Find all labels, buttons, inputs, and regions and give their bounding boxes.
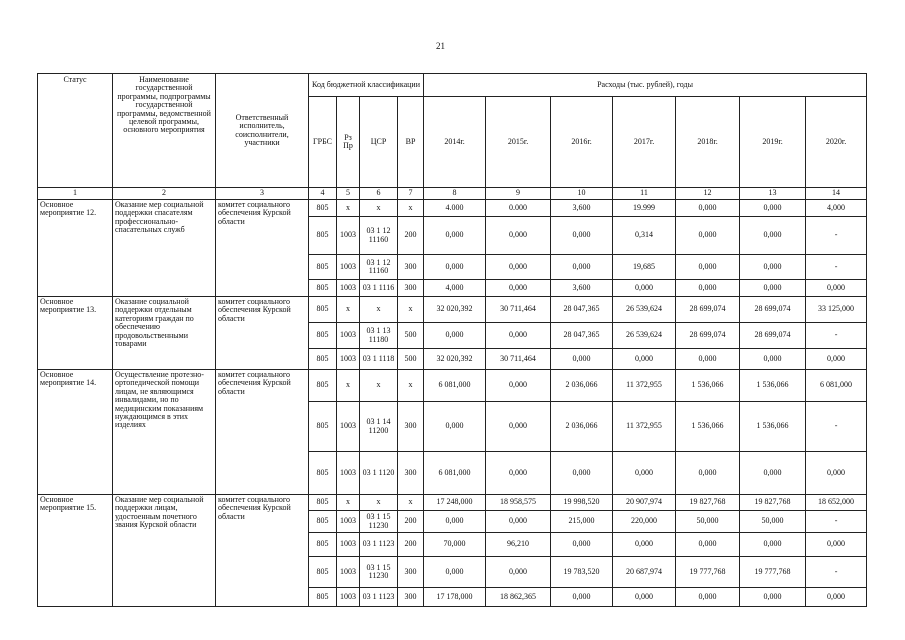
value-cell-2017: 19.999 bbox=[613, 200, 676, 217]
value-cell-2019: 0,000 bbox=[740, 255, 806, 280]
vr-cell: 500 bbox=[398, 349, 424, 370]
csr-cell: 03 1 12 11160 bbox=[360, 217, 398, 255]
value-cell-2014: 0,000 bbox=[424, 402, 486, 452]
value-cell-2019: 0,000 bbox=[740, 349, 806, 370]
column-number: 6 bbox=[360, 188, 398, 200]
value-cell-2019: 0,000 bbox=[740, 280, 806, 297]
header-row-top bbox=[38, 74, 867, 97]
value-cell-2019: 1 536,066 bbox=[740, 370, 806, 402]
value-cell-2020: 0,000 bbox=[806, 452, 867, 495]
rzpr-cell: 1003 bbox=[337, 588, 360, 607]
value-cell-2017: 0,000 bbox=[613, 533, 676, 557]
value-cell-2018: 0,000 bbox=[676, 200, 740, 217]
value-cell-2018: 19 827,768 bbox=[676, 495, 740, 511]
value-cell-2020: - bbox=[806, 402, 867, 452]
value-cell-2020: 0,000 bbox=[806, 533, 867, 557]
vr-cell: 300 bbox=[398, 255, 424, 280]
rzpr-cell: 1003 bbox=[337, 217, 360, 255]
value-cell-2016: 19 998,520 bbox=[551, 495, 613, 511]
value-cell-2019: 19 827,768 bbox=[740, 495, 806, 511]
column-number: 8 bbox=[424, 188, 486, 200]
value-cell-2017: 11 372,955 bbox=[613, 402, 676, 452]
csr-cell: 03 1 12 11160 bbox=[360, 255, 398, 280]
page-number: 21 bbox=[436, 41, 445, 51]
value-cell-2017: 0,000 bbox=[613, 349, 676, 370]
value-cell-2017: 19,685 bbox=[613, 255, 676, 280]
value-cell-2016: 3,600 bbox=[551, 280, 613, 297]
value-cell-2014: 4.000 bbox=[424, 200, 486, 217]
value-cell-2018: 28 699,074 bbox=[676, 323, 740, 349]
budget-table bbox=[37, 73, 867, 607]
rzpr-cell: 1003 bbox=[337, 402, 360, 452]
value-cell-2018: 0,000 bbox=[676, 533, 740, 557]
header-year-2020: 2020г. bbox=[806, 97, 867, 188]
grbs-cell: 805 bbox=[309, 495, 337, 511]
value-cell-2015: 0,000 bbox=[486, 452, 551, 495]
vr-cell: x bbox=[398, 495, 424, 511]
vr-cell: 200 bbox=[398, 511, 424, 533]
value-cell-2019: 0,000 bbox=[740, 588, 806, 607]
grbs-cell: 805 bbox=[309, 349, 337, 370]
column-number: 10 bbox=[551, 188, 613, 200]
header-name: Наименование государственной программы, подпрограммы государственной программы, ведомственной целевой программы, основного мероприятия bbox=[113, 74, 216, 188]
rzpr-cell: 1003 bbox=[337, 255, 360, 280]
value-cell-2020: 0,000 bbox=[806, 280, 867, 297]
value-cell-2015: 0,000 bbox=[486, 217, 551, 255]
value-cell-2014: 4,000 bbox=[424, 280, 486, 297]
value-cell-2018: 50,000 bbox=[676, 511, 740, 533]
value-cell-2015: 0,000 bbox=[486, 511, 551, 533]
value-cell-2014: 70,000 bbox=[424, 533, 486, 557]
grbs-cell: 805 bbox=[309, 402, 337, 452]
value-cell-2018: 1 536,066 bbox=[676, 402, 740, 452]
value-cell-2016: 2 036,066 bbox=[551, 370, 613, 402]
vr-cell: 300 bbox=[398, 588, 424, 607]
grbs-cell: 805 bbox=[309, 323, 337, 349]
csr-cell: 03 1 13 11180 bbox=[360, 323, 398, 349]
csr-cell: x bbox=[360, 297, 398, 323]
status-cell: Основное мероприятие 14. bbox=[38, 370, 113, 495]
value-cell-2018: 1 536,066 bbox=[676, 370, 740, 402]
header-status: Статус bbox=[38, 74, 113, 188]
measure-name-cell: Осуществление протезно-ортопедической помощи лицам, не являющимся инвалидами, но по медицинским показаниям нуждающимся в этих изделиях bbox=[113, 370, 216, 495]
grbs-cell: 805 bbox=[309, 588, 337, 607]
value-cell-2014: 0,000 bbox=[424, 217, 486, 255]
vr-cell: 300 bbox=[398, 280, 424, 297]
rzpr-cell: x bbox=[337, 370, 360, 402]
grbs-cell: 805 bbox=[309, 280, 337, 297]
value-cell-2019: 0,000 bbox=[740, 217, 806, 255]
measure-name-cell: Оказание социальной поддержки отдельным категориям граждан по обеспечению продовольственными товарами bbox=[113, 297, 216, 370]
value-cell-2019: 19 777,768 bbox=[740, 557, 806, 588]
value-cell-2014: 0,000 bbox=[424, 255, 486, 280]
value-cell-2015: 96,210 bbox=[486, 533, 551, 557]
vr-cell: x bbox=[398, 297, 424, 323]
value-cell-2018: 0,000 bbox=[676, 588, 740, 607]
value-cell-2020: 4,000 bbox=[806, 200, 867, 217]
header-vr: ВР bbox=[398, 97, 424, 188]
rzpr-cell: 1003 bbox=[337, 557, 360, 588]
column-number: 2 bbox=[113, 188, 216, 200]
header-year-2017: 2017г. bbox=[613, 97, 676, 188]
value-cell-2019: 0,000 bbox=[740, 533, 806, 557]
rzpr-cell: 1003 bbox=[337, 452, 360, 495]
csr-cell: 03 1 1120 bbox=[360, 452, 398, 495]
value-cell-2018: 0,000 bbox=[676, 452, 740, 495]
value-cell-2016: 2 036,066 bbox=[551, 402, 613, 452]
value-cell-2015: 0,000 bbox=[486, 370, 551, 402]
value-cell-2015: 30 711,464 bbox=[486, 297, 551, 323]
value-cell-2015: 0.000 bbox=[486, 200, 551, 217]
csr-cell: 03 1 1116 bbox=[360, 280, 398, 297]
vr-cell: 500 bbox=[398, 323, 424, 349]
value-cell-2016: 0,000 bbox=[551, 349, 613, 370]
column-number: 13 bbox=[740, 188, 806, 200]
csr-cell: 03 1 15 11230 bbox=[360, 511, 398, 533]
value-cell-2019: 0,000 bbox=[740, 452, 806, 495]
value-cell-2016: 28 047,365 bbox=[551, 297, 613, 323]
rzpr-cell: x bbox=[337, 297, 360, 323]
rzpr-cell: 1003 bbox=[337, 511, 360, 533]
status-cell: Основное мероприятие 15. bbox=[38, 495, 113, 607]
value-cell-2017: 20 687,974 bbox=[613, 557, 676, 588]
responsible-cell: комитет социального обеспечения Курской области bbox=[216, 370, 309, 495]
vr-cell: x bbox=[398, 200, 424, 217]
value-cell-2015: 18 958,575 bbox=[486, 495, 551, 511]
vr-cell: 300 bbox=[398, 402, 424, 452]
value-cell-2014: 0,000 bbox=[424, 323, 486, 349]
grbs-cell: 805 bbox=[309, 452, 337, 495]
value-cell-2018: 0,000 bbox=[676, 349, 740, 370]
header-rzpr: Рз Пр bbox=[337, 97, 360, 188]
value-cell-2015: 0,000 bbox=[486, 557, 551, 588]
value-cell-2016: 28 047,365 bbox=[551, 323, 613, 349]
value-cell-2015: 0,000 bbox=[486, 255, 551, 280]
value-cell-2020: 0,000 bbox=[806, 349, 867, 370]
table-row bbox=[38, 495, 867, 511]
value-cell-2019: 50,000 bbox=[740, 511, 806, 533]
column-number: 12 bbox=[676, 188, 740, 200]
csr-cell: 03 1 14 11200 bbox=[360, 402, 398, 452]
csr-cell: 03 1 1123 bbox=[360, 533, 398, 557]
rzpr-cell: 1003 bbox=[337, 533, 360, 557]
header-year-2016: 2016г. bbox=[551, 97, 613, 188]
status-cell: Основное мероприятие 12. bbox=[38, 200, 113, 297]
rzpr-cell: x bbox=[337, 200, 360, 217]
rzpr-cell: 1003 bbox=[337, 280, 360, 297]
grbs-cell: 805 bbox=[309, 255, 337, 280]
value-cell-2014: 0,000 bbox=[424, 557, 486, 588]
value-cell-2016: 0,000 bbox=[551, 217, 613, 255]
value-cell-2020: 0,000 bbox=[806, 588, 867, 607]
value-cell-2019: 1 536,066 bbox=[740, 402, 806, 452]
value-cell-2016: 215,000 bbox=[551, 511, 613, 533]
header-budget-code: Код бюджетной классификации bbox=[309, 74, 424, 97]
column-number: 1 bbox=[38, 188, 113, 200]
value-cell-2014: 32 020,392 bbox=[424, 297, 486, 323]
grbs-cell: 805 bbox=[309, 557, 337, 588]
value-cell-2016: 0,000 bbox=[551, 452, 613, 495]
value-cell-2018: 28 699,074 bbox=[676, 297, 740, 323]
column-number-row bbox=[38, 188, 867, 200]
measure-name-cell: Оказание мер социальной поддержки лицам, удостоенным почетного звания Курской области bbox=[113, 495, 216, 607]
header-responsible: Ответственный исполнитель, соисполнители, участники bbox=[216, 74, 309, 188]
value-cell-2019: 28 699,074 bbox=[740, 323, 806, 349]
grbs-cell: 805 bbox=[309, 217, 337, 255]
value-cell-2017: 0,000 bbox=[613, 280, 676, 297]
value-cell-2017: 0,314 bbox=[613, 217, 676, 255]
value-cell-2016: 0,000 bbox=[551, 255, 613, 280]
value-cell-2018: 0,000 bbox=[676, 255, 740, 280]
header-year-2015: 2015г. bbox=[486, 97, 551, 188]
csr-cell: x bbox=[360, 370, 398, 402]
grbs-cell: 805 bbox=[309, 511, 337, 533]
value-cell-2015: 0,000 bbox=[486, 280, 551, 297]
column-number: 4 bbox=[309, 188, 337, 200]
grbs-cell: 805 bbox=[309, 370, 337, 402]
value-cell-2019: 28 699,074 bbox=[740, 297, 806, 323]
value-cell-2018: 19 777,768 bbox=[676, 557, 740, 588]
value-cell-2018: 0,000 bbox=[676, 217, 740, 255]
table-row bbox=[38, 370, 867, 402]
value-cell-2015: 30 711,464 bbox=[486, 349, 551, 370]
rzpr-cell: 1003 bbox=[337, 349, 360, 370]
value-cell-2018: 0,000 bbox=[676, 280, 740, 297]
value-cell-2014: 6 081,000 bbox=[424, 370, 486, 402]
column-number: 11 bbox=[613, 188, 676, 200]
value-cell-2014: 17 248,000 bbox=[424, 495, 486, 511]
header-grbs: ГРБС bbox=[309, 97, 337, 188]
column-number: 14 bbox=[806, 188, 867, 200]
value-cell-2020: - bbox=[806, 511, 867, 533]
value-cell-2020: - bbox=[806, 557, 867, 588]
value-cell-2014: 32 020,392 bbox=[424, 349, 486, 370]
value-cell-2017: 26 539,624 bbox=[613, 297, 676, 323]
csr-cell: 03 1 1123 bbox=[360, 588, 398, 607]
value-cell-2016: 0,000 bbox=[551, 588, 613, 607]
header-csr: ЦСР bbox=[360, 97, 398, 188]
header-expenses: Расходы (тыс. рублей), годы bbox=[424, 74, 867, 97]
grbs-cell: 805 bbox=[309, 200, 337, 217]
column-number: 3 bbox=[216, 188, 309, 200]
value-cell-2020: - bbox=[806, 323, 867, 349]
table-body bbox=[38, 200, 867, 607]
value-cell-2017: 11 372,955 bbox=[613, 370, 676, 402]
status-cell: Основное мероприятие 13. bbox=[38, 297, 113, 370]
value-cell-2017: 220,000 bbox=[613, 511, 676, 533]
csr-cell: x bbox=[360, 495, 398, 511]
csr-cell: x bbox=[360, 200, 398, 217]
value-cell-2014: 17 178,000 bbox=[424, 588, 486, 607]
table-row bbox=[38, 200, 867, 217]
header-year-2014: 2014г. bbox=[424, 97, 486, 188]
rzpr-cell: x bbox=[337, 495, 360, 511]
value-cell-2015: 0,000 bbox=[486, 323, 551, 349]
csr-cell: 03 1 15 11230 bbox=[360, 557, 398, 588]
vr-cell: 300 bbox=[398, 452, 424, 495]
column-number: 5 bbox=[337, 188, 360, 200]
value-cell-2020: 18 652,000 bbox=[806, 495, 867, 511]
value-cell-2019: 0,000 bbox=[740, 200, 806, 217]
table-row bbox=[38, 297, 867, 323]
responsible-cell: комитет социального обеспечения Курской области bbox=[216, 297, 309, 370]
header-year-2018: 2018г. bbox=[676, 97, 740, 188]
vr-cell: 200 bbox=[398, 533, 424, 557]
grbs-cell: 805 bbox=[309, 533, 337, 557]
value-cell-2014: 6 081,000 bbox=[424, 452, 486, 495]
value-cell-2016: 19 783,520 bbox=[551, 557, 613, 588]
value-cell-2020: - bbox=[806, 255, 867, 280]
value-cell-2020: - bbox=[806, 217, 867, 255]
value-cell-2020: 6 081,000 bbox=[806, 370, 867, 402]
value-cell-2017: 0,000 bbox=[613, 588, 676, 607]
value-cell-2015: 18 862,365 bbox=[486, 588, 551, 607]
grbs-cell: 805 bbox=[309, 297, 337, 323]
vr-cell: 300 bbox=[398, 557, 424, 588]
header-year-2019: 2019г. bbox=[740, 97, 806, 188]
rzpr-cell: 1003 bbox=[337, 323, 360, 349]
column-number: 9 bbox=[486, 188, 551, 200]
responsible-cell: комитет социального обеспечения Курской области bbox=[216, 495, 309, 607]
value-cell-2017: 26 539,624 bbox=[613, 323, 676, 349]
value-cell-2017: 20 907,974 bbox=[613, 495, 676, 511]
csr-cell: 03 1 1118 bbox=[360, 349, 398, 370]
value-cell-2020: 33 125,000 bbox=[806, 297, 867, 323]
vr-cell: x bbox=[398, 370, 424, 402]
measure-name-cell: Оказание мер социальной поддержки спасателям профессионально-спасательных служб bbox=[113, 200, 216, 297]
column-number: 7 bbox=[398, 188, 424, 200]
value-cell-2017: 0,000 bbox=[613, 452, 676, 495]
value-cell-2016: 3,600 bbox=[551, 200, 613, 217]
responsible-cell: комитет социального обеспечения Курской области bbox=[216, 200, 309, 297]
value-cell-2015: 0,000 bbox=[486, 402, 551, 452]
vr-cell: 200 bbox=[398, 217, 424, 255]
value-cell-2014: 0,000 bbox=[424, 511, 486, 533]
value-cell-2016: 0,000 bbox=[551, 533, 613, 557]
